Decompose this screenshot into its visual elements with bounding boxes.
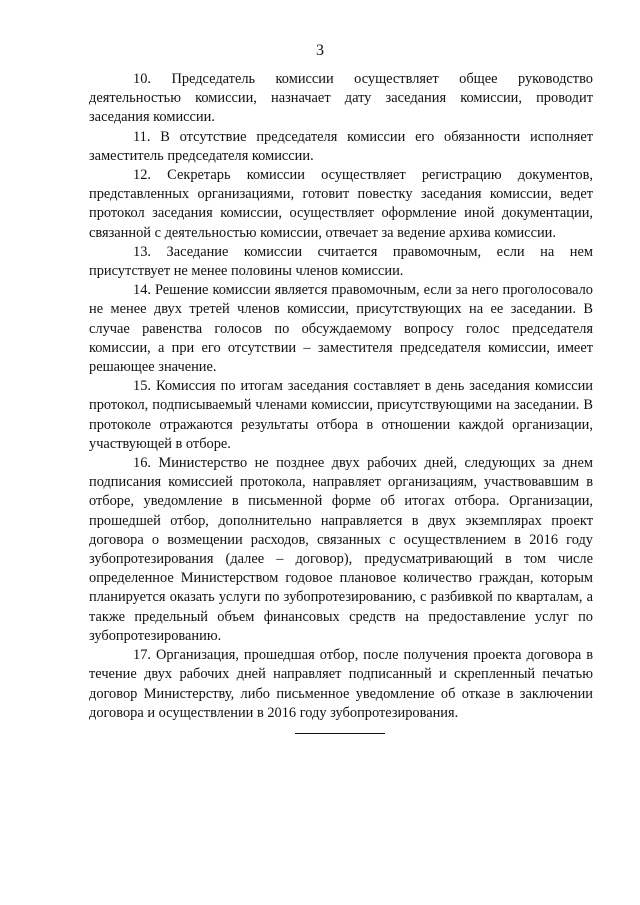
end-divider xyxy=(295,733,385,734)
paragraph-16: 16. Министерство не позднее двух рабочих дней, следующих за днем подписания комиссией протокола, направляет организациям, участвовавшим в отборе, уведомление в письменной форме об итогах отбора. Организации, прошедшей отбор, дополнительно направляется в двух экземплярах проект договора о возмещении расходов, связанных с осуществлением в 2016 году зубопротезирования (далее – договор), предусматривающий в том числе определенное Министерством годовое плановое количество граждан, которым планируется оказать услуги по зубопротезированию, с разбивкой по кварталам, а также предельный объем финансовых средств на предоставление услуг по зубопротезированию. xyxy=(89,455,593,644)
paragraph-13: 13. Заседание комиссии считается правомочным, если на нем присутствует не менее половины членов комиссии. xyxy=(89,243,593,280)
paragraph-14: 14. Решение комиссии является правомочным, если за него проголосовало не менее двух третей членов комиссии, присутствующих на ее заседании. В случае равенства голосов по обсуждаемому вопросу голос председателя комиссии, а при его отсутствии – заместителя председателя комиссии, имеет решающее значение. xyxy=(89,282,593,376)
document-body xyxy=(89,70,593,723)
paragraph-12: 12. Секретарь комиссии осуществляет регистрацию документов, представленных организациями, готовит повестку заседания комиссии, ведет протокол заседания комиссии, осуществляет оформление иной документации, связанной с деятельностью комиссии, отвечает за ведение архива комиссии. xyxy=(89,167,593,241)
paragraph-11: 11. В отсутствие председателя комиссии его обязанности исполняет заместитель председателя комиссии. xyxy=(89,128,593,164)
paragraph-17: 17. Организация, прошедшая отбор, после получения проекта договора в течение двух рабочих дней направляет подписанный и скрепленный печатью договор Министерству, либо письменное уведомление об отказе в заключении договора и осуществлении в 2016 году зубопротезирования. xyxy=(89,647,593,721)
paragraph-15: 15. Комиссия по итогам заседания составляет в день заседания комиссии протокол, подписываемый членами комиссии, присутствующими на заседании. В протоколе отражаются результаты отбора в отношении каждой организации, участвующей в отборе. xyxy=(89,378,593,452)
page-number: 3 xyxy=(316,42,324,59)
paragraph-10: 10. Председатель комиссии осуществляет общее руководство деятельностью комиссии, назначает дату заседания комиссии, проводит заседания комиссии. xyxy=(89,71,593,126)
